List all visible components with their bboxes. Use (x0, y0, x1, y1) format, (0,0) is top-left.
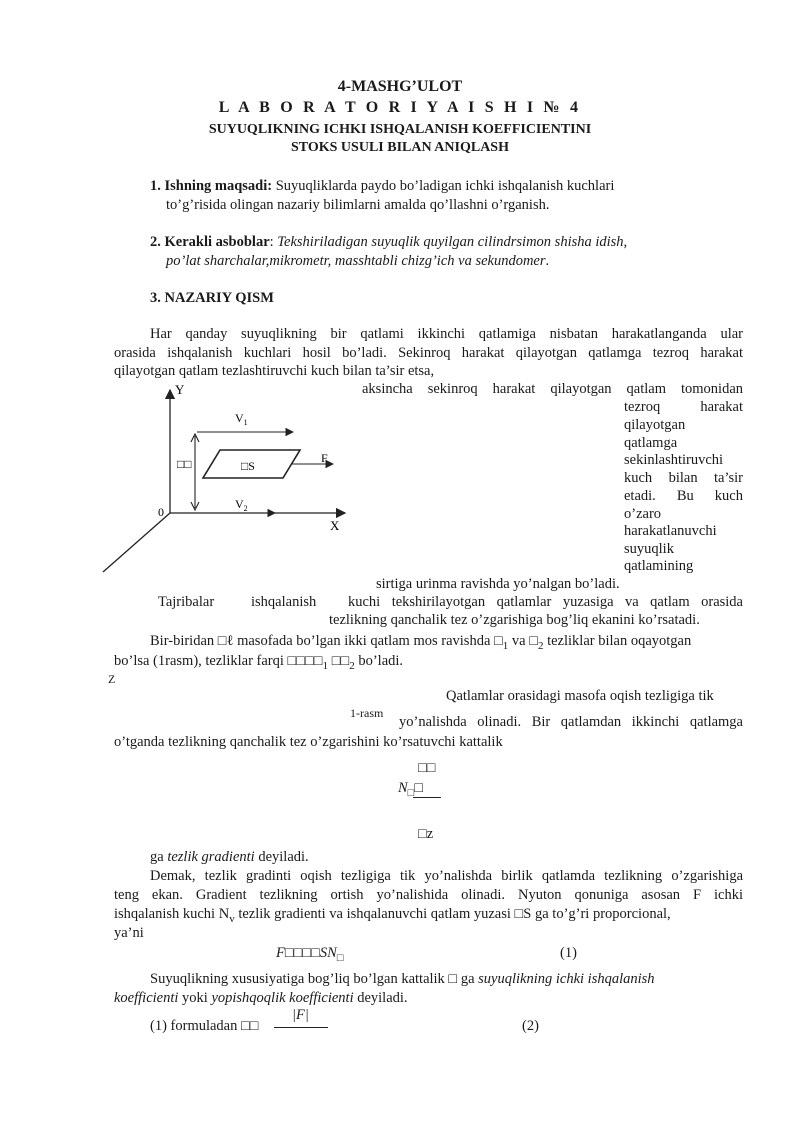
goal-text-1: Suyuqliklarda paydo bo’ladigan ichki ishqalanish kuchlari (272, 178, 615, 194)
goal-line-1 (150, 178, 614, 195)
p6-line-2: koefficienti yoki yopishqoqlik koefficienti deyiladi. (114, 990, 408, 1006)
equipment-text-2: po’lat sharchalar,mikrometr, masshtabli chizg’ich va sekundomer (166, 253, 546, 269)
y-label: Y (175, 382, 185, 397)
equation-2-numerator: |F| (292, 1007, 309, 1023)
gradient-fraction-bar (413, 797, 441, 798)
equipment-label: 2. Kerakli asboblar (150, 234, 270, 250)
v1-label: $V_1$ (235, 411, 248, 427)
equation-1: $F□□□□SN_□$ (276, 945, 344, 964)
subtitle-line-2: STOKS USULI BILAN ANIQLASH (291, 140, 509, 155)
x-label: X (330, 518, 340, 533)
col-line-4: sekinlashtiruvchi (624, 452, 724, 468)
p5-line-2: teng ekan. Gradient tezlikning ortish yo’nalishida olinadi. Nyuton qonuniga asosan F ichki (114, 887, 743, 903)
col-line-9: suyuqlik (624, 541, 674, 557)
dl-label: □□ (177, 457, 192, 471)
equipment-dot: . (545, 253, 550, 269)
p5-line-3: ishqalanish kuchi $N_v$ tezlik gradienti va ishqalanuvchi qatlam yuzasi □S ga to’g’ri proporcional, (114, 906, 671, 925)
col-line-10: qatlamining (624, 558, 694, 574)
f-label: F (321, 451, 328, 465)
equation-2-fraction-bar (274, 1027, 328, 1028)
figure-caption: 1-rasm (350, 706, 384, 720)
col-line-8: harakatlanuvchi (624, 523, 717, 539)
p6-line-1: Suyuqlikning xususiyatiga bog’liq bo’lgan kattalik □ ga suyuqlikning ichki ishqalanish (150, 971, 655, 987)
equipment-line-1 (150, 234, 627, 251)
p1-end: sirtiga urinma ravishda yo’nalgan bo’ladi. (376, 576, 620, 592)
p2-line-2: tezlikning qanchalik tez o’zgarishiga bog’liq ekanini ko’rsatadi. (329, 612, 700, 628)
s-label: □S (241, 459, 255, 473)
gradient-denominator: □z (418, 826, 434, 842)
col-line-2: qilayotgan (624, 417, 686, 433)
p1-line-2: orasida ishqalanish kuchlari hosil bo’ladi. Sekinroq harakat qilayotgan qatlamga tezroq harakat (114, 345, 743, 361)
p3-line-2: bo’lsa (1rasm), tezliklar farqi $□□□□_1$ $□□_2$ bo’ladi. (114, 653, 404, 672)
p1-line-1: Har qanday suyuqlikning bir qatlami ikkinchi qatlamiga nisbatan harakatlanganda ular (150, 326, 743, 342)
p2-line-1b: ishqalanish (251, 594, 317, 610)
gradient-lhs: $N_□□$ (398, 780, 424, 799)
equipment-line-2 (166, 253, 549, 270)
p4-line-1: Qatlamlar orasidagi masofa oqish tezligiga tik (446, 688, 714, 704)
goal-line-2: to’g’risida olingan nazariy bilimlarni amalda qo’llashni o’rganish. (166, 197, 550, 213)
theory-heading: 3. NAZARIY QISM (150, 290, 274, 306)
p3-line-1: Bir-biridan □ℓ masofada bo’lgan ikki qatlam mos ravishda $□_1$ va $□_2$ tezliklar bilan oqayotgan (150, 633, 692, 652)
p4-line-3: o’tganda tezlikning qanchalik tez o’zgarishini ko’rsatuvchi kattalik (114, 734, 503, 750)
equation-2-lead: (1) formuladan □□ (150, 1018, 259, 1034)
v2-label: $V_2$ (235, 497, 248, 513)
subtitle-line-1: SUYUQLIKNING ICHKI ISHQALANISH KOEFFICIENTINI (208, 122, 592, 137)
z-axis (103, 513, 170, 572)
p5-line-1: Demak, tezlik gradinti oqish tezligiga tik yo’nalishda birlik qatlamda tezlikning o’zgarishiga (150, 868, 743, 884)
gradient-definition: ga tezlik gradienti deyiladi. (150, 849, 309, 865)
equation-2-number: (2) (522, 1018, 539, 1034)
p5-line-4: ya’ni (114, 925, 144, 941)
goal-label: 1. Ishning maqsadi: (150, 178, 273, 194)
col-line-7: o’zaro (624, 506, 662, 522)
p4-line-2: yo’nalishda olinadi. Bir qatlamdan ikkinchi qatlamga (399, 714, 743, 730)
figure-1-diagram (95, 380, 365, 580)
lab-title: L A B O R A T O R I Y A I S H I № 4 (218, 99, 582, 116)
col-line-6: etadi. Bu kuch (624, 488, 743, 504)
col-line-5: kuch bilan ta’sir (624, 470, 743, 486)
p1-line-4: aksincha sekinroq harakat qilayotgan qatlam tomonidan (362, 381, 743, 397)
p1-line-3: qilayotgan qatlam tezlashtiruvchi kuch bilan ta’sir etsa, (114, 363, 435, 379)
origin-label: 0 (158, 505, 164, 519)
page-title: 4-MASHG’ULOT (337, 78, 463, 95)
p2-line-1c: kuchi tekshirilayotgan qatlamlar yuzasiga va qatlam orasida (348, 594, 743, 610)
equipment-text-1: Tekshiriladigan suyuqlik quyilgan cilindrsimon shisha idish, (277, 234, 628, 250)
gradient-numerator: □□ (418, 760, 436, 776)
equipment-colon: : (269, 234, 278, 250)
equation-1-number: (1) (560, 945, 577, 961)
col-line-3: qatlamga (624, 435, 678, 451)
col-line-1: tezroq harakat (624, 399, 743, 415)
p2-line-1a: Tajribalar (158, 594, 215, 610)
z-label: Z (108, 672, 116, 686)
